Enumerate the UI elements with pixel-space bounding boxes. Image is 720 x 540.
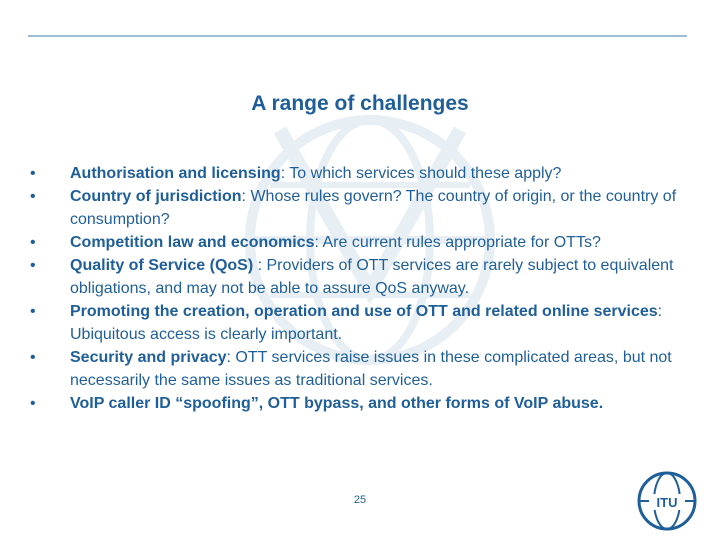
bullet-separator: :: [657, 303, 663, 320]
bullet-term: Promoting the creation, operation and use of OTT and related online services: [70, 303, 658, 320]
list-item: [30, 392, 690, 415]
bullet-icon: •: [30, 257, 36, 274]
list-item: [30, 254, 690, 300]
bullet-icon: •: [30, 303, 36, 320]
slide-title: A range of challenges: [251, 92, 469, 115]
bullet-separator: :: [280, 165, 290, 182]
bullet-description: Providers of OTT services are rarely subject to equivalent obligations, and may not be able to assure QoS anyway.: [70, 257, 674, 297]
list-item: [30, 300, 690, 346]
bullet-separator: :: [314, 234, 323, 251]
top-divider: [28, 35, 687, 37]
bullet-description: OTT services raise issues in these complicated areas, but not necessarily the same issues as traditional services.: [70, 349, 672, 389]
bullet-icon: •: [30, 395, 36, 412]
bullet-term: Country of jurisdiction: [70, 188, 242, 205]
bullet-icon: •: [30, 165, 36, 182]
bullet-icon: •: [30, 234, 36, 251]
bullet-term: VoIP caller ID “spoofing”, OTT bypass, and other forms of VoIP abuse.: [70, 395, 604, 412]
bullet-term: Security and privacy: [70, 349, 227, 366]
logo-text: ITU: [656, 495, 678, 510]
bullet-term: Quality of Service (QoS): [70, 257, 254, 274]
bullet-description: Are current rules appropriate for OTTs?: [322, 234, 601, 251]
bullet-icon: •: [30, 349, 36, 366]
bullet-description: To which services should these apply?: [289, 165, 562, 182]
bullet-separator: :: [226, 349, 236, 366]
bullet-separator: :: [253, 257, 267, 274]
list-item: [30, 162, 690, 185]
bullet-separator: :: [241, 188, 251, 205]
bullet-description: Whose rules govern? The country of origin, or the country of consumption?: [70, 188, 677, 228]
list-item: [30, 231, 690, 254]
bullet-description: Ubiquitous access is clearly important.: [70, 326, 343, 343]
list-item: [30, 346, 690, 392]
challenges-list: [30, 162, 690, 415]
itu-logo-icon: [636, 470, 698, 532]
bullet-term: Competition law and economics: [70, 234, 315, 251]
bullet-term: Authorisation and licensing: [70, 165, 281, 182]
bullet-icon: •: [30, 188, 36, 205]
page-number: 25: [353, 494, 367, 506]
list-item: [30, 185, 690, 231]
